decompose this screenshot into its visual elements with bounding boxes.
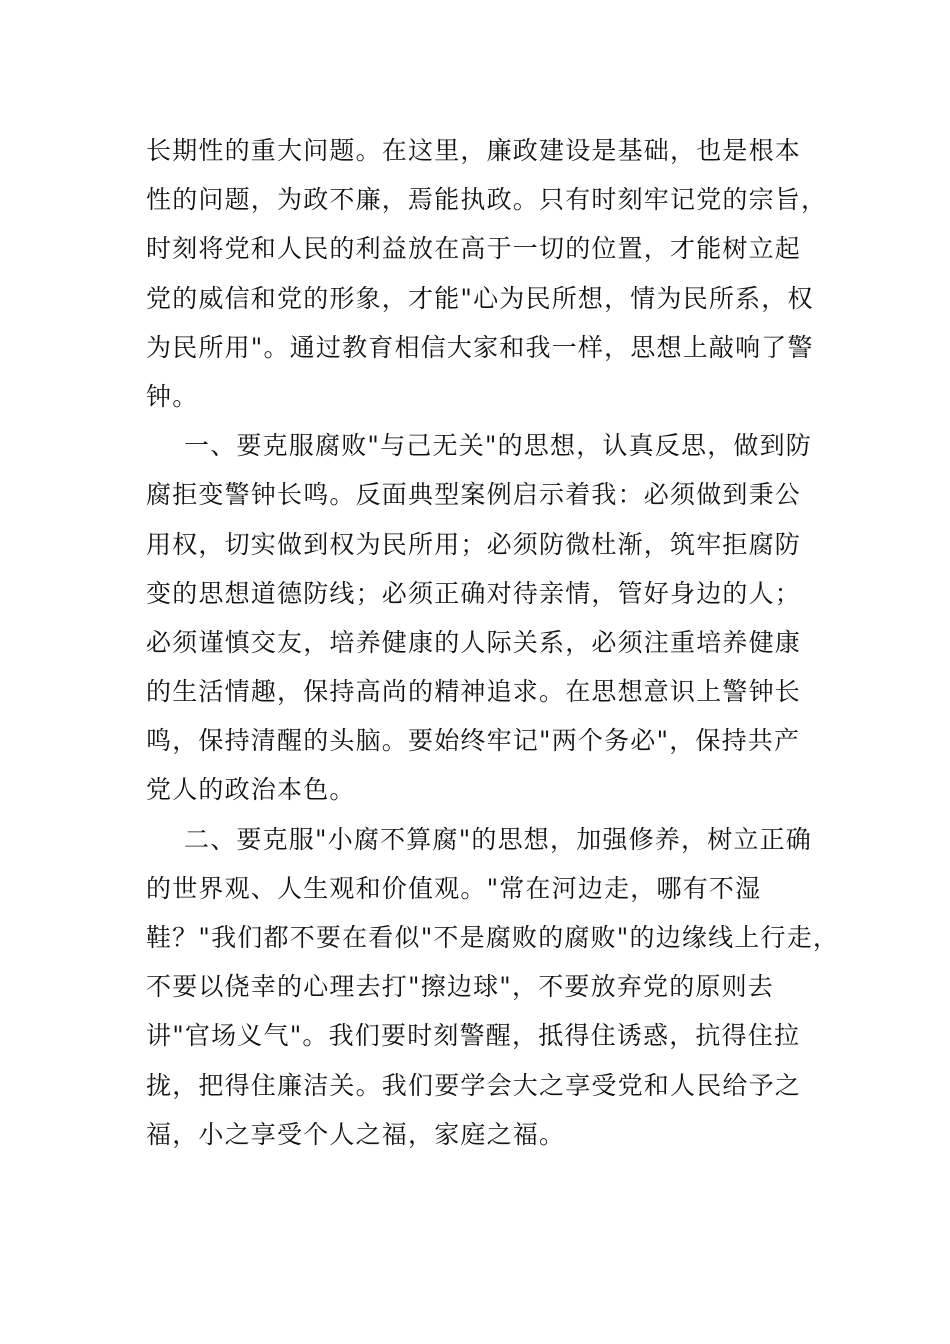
- text-line: 拢，把得住廉洁关。我们要学会大之享受党和人民给予之: [146, 1070, 802, 1100]
- text-line: 党的威信和党的形象，才能"心为民所想，情为民所系，权: [146, 283, 814, 313]
- text-line: 必须谨慎交友，培养健康的人际关系，必须注重培养健康: [146, 627, 802, 657]
- text-line: 讲"官场义气"。我们要时刻警醒，抵得住诱惑，抗得住拉: [146, 1021, 801, 1051]
- document-body: [146, 126, 840, 1159]
- text-line: 福，小之享受个人之福，家庭之福。: [146, 1119, 566, 1149]
- text-line: 腐拒变警钟长鸣。反面典型案例启示着我：必须做到秉公: [146, 480, 802, 510]
- text-line: 变的思想道德防线；必须正确对待亲情，管好身边的人；: [146, 578, 802, 608]
- text-line: 不要以侥幸的心理去打"擦边球"，不要放弃党的原则去: [146, 972, 775, 1002]
- paragraph-3: [146, 815, 840, 1159]
- text-line: 长期性的重大问题。在这里，廉政建设是基础，也是根本: [146, 136, 802, 165]
- text-line: 党人的政治本色。: [146, 775, 356, 805]
- text-line: 的世界观、人生观和价值观。"常在河边走，哪有不湿: [146, 873, 762, 903]
- text-line: 的生活情趣，保持高尚的精神追求。在思想意识上警钟长: [146, 677, 802, 707]
- paragraph-2: [146, 421, 826, 815]
- text-line: 为民所用"。通过教育相信大家和我一样，思想上敲响了警: [146, 332, 814, 362]
- text-line: 性的问题，为政不廉，焉能执政。只有时刻牢记党的宗旨，: [146, 185, 828, 215]
- text-line: 时刻将党和人民的利益放在高于一切的位置，才能树立起: [146, 234, 802, 264]
- text-line: 鞋？"我们都不要在看似"不是腐败的腐败"的边缘线上行走，: [146, 923, 840, 952]
- text-line: 鸣，保持清醒的头脑。要始终牢记"两个务必"，保持共产: [146, 726, 801, 756]
- paragraph-1: [146, 126, 826, 421]
- text-line: 一、要克服腐败"与己无关"的思想，认真反思，做到防: [184, 431, 813, 461]
- text-line: 用权，切实做到权为民所用；必须防微杜渐，筑牢拒腐防: [146, 529, 802, 559]
- text-line: 二、要克服"小腐不算腐"的思想，加强修养，树立正确: [184, 824, 813, 854]
- text-line: 钟。: [146, 381, 199, 411]
